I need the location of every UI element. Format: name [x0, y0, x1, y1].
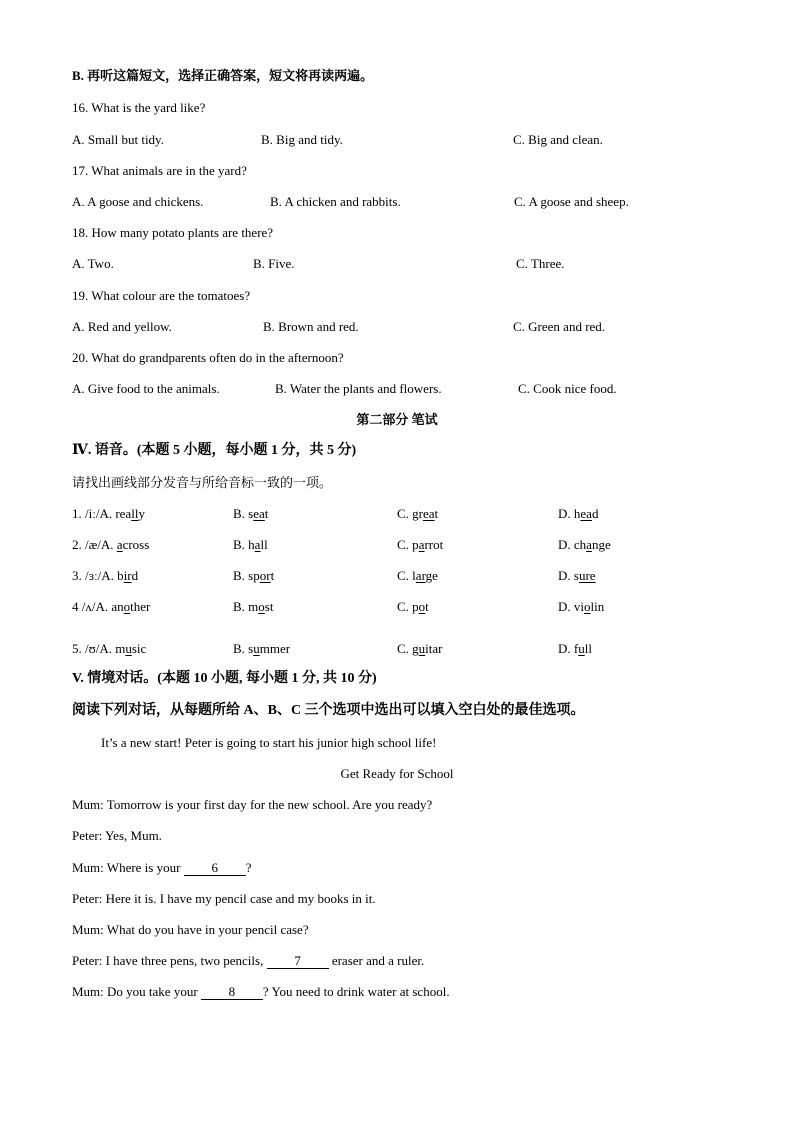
- phonetic-4-option-d: D. violin: [558, 599, 605, 614]
- q17-option-a: A. A goose and chickens.: [72, 194, 204, 209]
- phonetic-2-option-b: B. hall: [233, 537, 268, 552]
- phonetic-1-option-b: B. seat: [233, 506, 269, 521]
- phonetic-1-option-d: D. head: [558, 506, 599, 521]
- dialogue-intro: It’s a new start! Peter is going to start his junior high school life!: [101, 735, 437, 750]
- q20-option-c: C. Cook nice food.: [518, 381, 617, 396]
- dialogue-line-7: Mum: Do you take your 8 ? You need to drink water at school.: [72, 984, 450, 999]
- phonetic-5-option-a: 5. /ʊ/A. music: [72, 641, 147, 656]
- phonetic-3-option-b: B. sport: [233, 568, 275, 583]
- dialogue-line-4: Peter: Here it is. I have my pencil case and my books in it.: [72, 891, 376, 906]
- phonetic-5-option-b: B. summer: [233, 641, 291, 656]
- phonetic-3-option-c: C. large: [397, 568, 438, 583]
- question-20: 20. What do grandparents often do in the afternoon?: [72, 350, 344, 365]
- part-b-heading: B. 再听这篇短文，选择正确答案，短文将再读两遍。: [72, 68, 374, 83]
- phonetic-3-option-d: D. sure: [558, 568, 596, 583]
- phonetic-4-option-b: B. most: [233, 599, 274, 614]
- question-16: 16. What is the yard like?: [72, 100, 206, 115]
- q16-option-a: A. Small but tidy.: [72, 132, 164, 147]
- dialogue-line-1: Mum: Tomorrow is your first day for the new school. Are you ready?: [72, 797, 433, 812]
- phonetic-1-option-c: C. great: [397, 506, 439, 521]
- q16-option-b: B. Big and tidy.: [261, 132, 343, 147]
- q19-option-c: C. Green and red.: [513, 319, 606, 334]
- q19-option-b: B. Brown and red.: [263, 319, 359, 334]
- phonetic-2-option-d: D. change: [558, 537, 611, 552]
- q19-option-a: A. Red and yellow.: [72, 319, 172, 334]
- phonetic-5-option-c: C. guitar: [397, 641, 443, 656]
- phonetic-4-option-a: 4 /ʌ/A. another: [72, 599, 151, 614]
- q16-option-c: C. Big and clean.: [513, 132, 603, 147]
- dialogue-title: Get Ready for School: [340, 766, 454, 781]
- phonetic-4-option-c: C. pot: [397, 599, 429, 614]
- part-2-title: 第二部分 笔试: [356, 412, 438, 427]
- q20-option-a: A. Give food to the animals.: [72, 381, 220, 396]
- dialogue-line-2: Peter: Yes, Mum.: [72, 828, 162, 843]
- question-17: 17. What animals are in the yard?: [72, 163, 247, 178]
- q17-option-c: C. A goose and sheep.: [514, 194, 629, 209]
- dialogue-line-5: Mum: What do you have in your pencil case?: [72, 922, 309, 937]
- blank-6: 6: [184, 861, 246, 876]
- q20-option-b: B. Water the plants and flowers.: [275, 381, 442, 396]
- section-4-heading: Ⅳ. 语音。(本题 5 小题，每小题 1 分，共 5 分): [72, 443, 357, 458]
- phonetic-3-option-a: 3. /ɜː/A. bird: [72, 568, 139, 583]
- phonetic-5-option-d: D. full: [558, 641, 592, 656]
- question-19: 19. What colour are the tomatoes?: [72, 288, 251, 303]
- section-5-heading: V. 情境对话。(本题 10 小题, 每小题 1 分, 共 10 分): [72, 671, 377, 686]
- q17-option-b: B. A chicken and rabbits.: [270, 194, 401, 209]
- phonetic-1-option-a: 1. /iː/A. really: [72, 506, 145, 521]
- q18-option-a: A. Two.: [72, 256, 114, 271]
- q18-option-c: C. Three.: [516, 256, 565, 271]
- section-5-instruction: 阅读下列对话，从每题所给 A、B、C 三个选项中选出可以填入空白处的最佳选项。: [72, 703, 585, 718]
- dialogue-line-6: Peter: I have three pens, two pencils, 7 eraser and a ruler.: [72, 953, 425, 968]
- phonetic-2-option-a: 2. /æ/A. across: [72, 537, 150, 552]
- blank-8: 8: [201, 985, 263, 1000]
- phonetic-2-option-c: C. parrot: [397, 537, 444, 552]
- question-18: 18. How many potato plants are there?: [72, 225, 274, 240]
- blank-7: 7: [267, 954, 329, 969]
- section-4-instruction: 请找出画线部分发音与所给音标一致的一项。: [72, 475, 333, 490]
- dialogue-line-3: Mum: Where is your 6 ?: [72, 860, 252, 875]
- q18-option-b: B. Five.: [253, 256, 295, 271]
